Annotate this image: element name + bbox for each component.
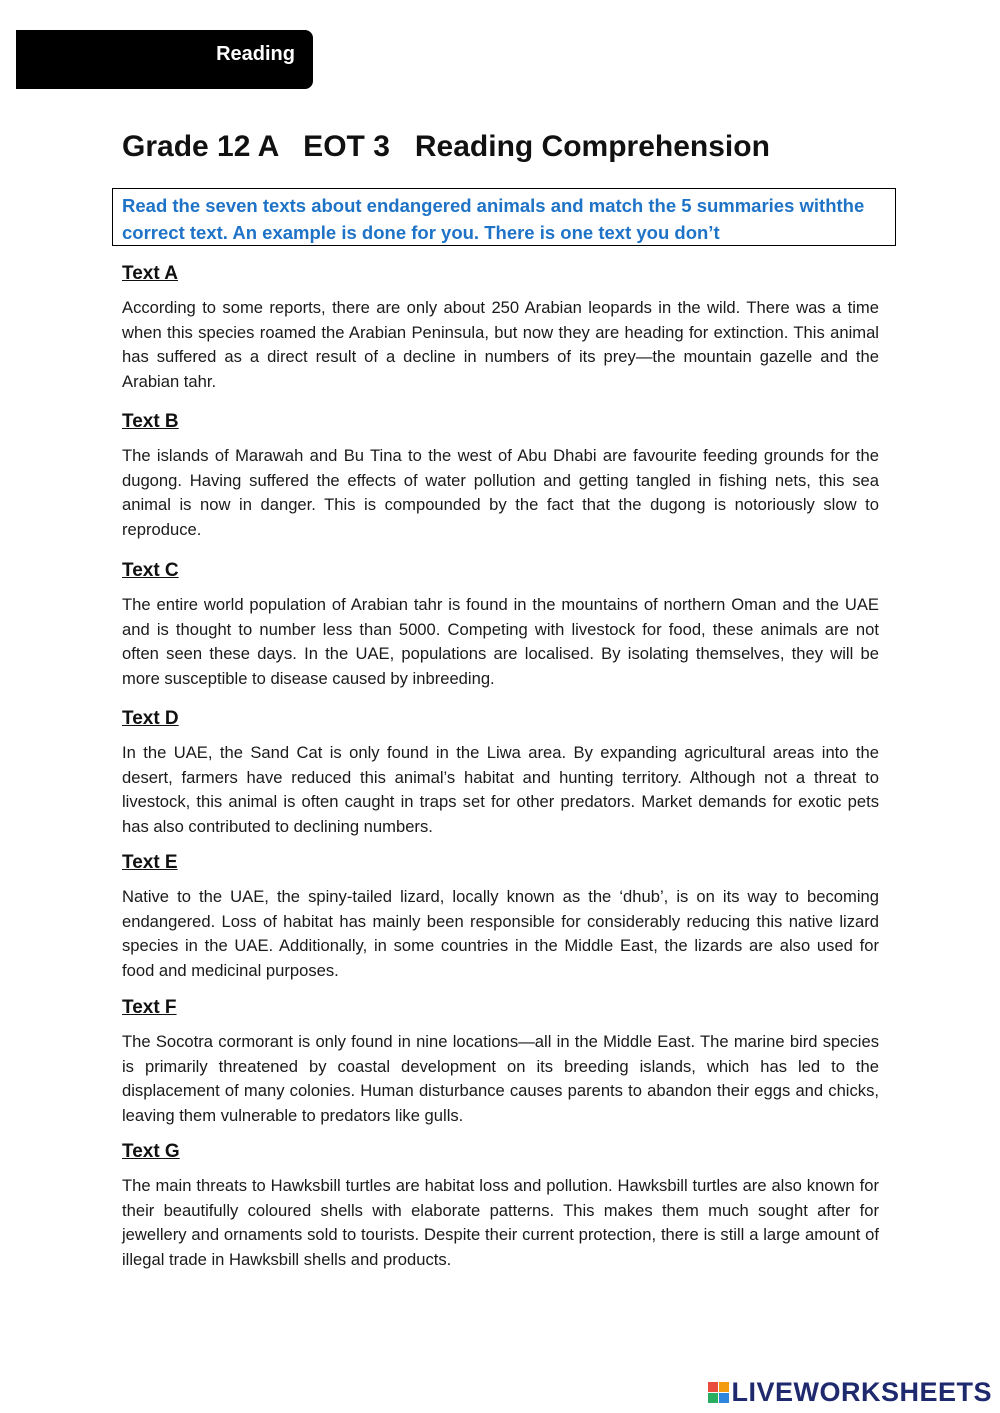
text-heading: Text D [122,708,179,729]
logo-badge-icon [708,1382,729,1403]
logo-badge-cell [708,1393,718,1403]
text-heading: Text C [122,560,179,581]
text-section-d [122,707,879,839]
text-body: The entire world population of Arabian tahr is found in the mountains of northern Oman and the UAE and is thought to number less than 5000. Competing with livestock for food, these animals are not often seen these days. In the UAE, populations are localised. By isolating themselves, they will be more susceptible to disease caused by inbreeding. [122,595,879,688]
text-section-g [122,1140,879,1272]
instruction-text: Read the seven texts about endangered animals and match the 5 summaries withthe correct text. An example is done for you. There is one text you don’t [122,195,865,243]
instruction-box [112,188,896,246]
text-section-c [122,559,879,691]
text-section-e [122,851,879,983]
logo-badge-cell [719,1382,729,1392]
logo-badge-cell [708,1382,718,1392]
text-body: The main threats to Hawksbill turtles are habitat loss and pollution. Hawksbill turtles are also known for their beautifully coloured shells with elaborate patterns. This makes them much sought after for jewellery and ornaments sold to tourists. Despite their current protection, there is still a large amount of illegal trade in Hawksbill shells and products. [122,1176,879,1269]
text-body: Native to the UAE, the spiny-tailed lizard, locally known as the ‘dhub’, is on its way to becoming endangered. Loss of habitat has mainly been responsible for considerably reducing this native lizard species in the UAE. Additionally, in some countries in the Middle East, the lizards are also used for food and medicinal purposes. [122,887,879,980]
logo-text: LIVEWORKSHEETS [731,1376,992,1407]
text-body: According to some reports, there are only about 250 Arabian leopards in the wild. There was a time when this species roamed the Arabian Peninsula, but now they are heading for extinction. This animal has suffered as a direct result of a decline in numbers of its prey—the mountain gazelle and the Arabian tahr. [122,298,879,391]
text-section-b [122,410,879,542]
page-title: Grade 12 A EOT 3 Reading Comprehension [122,130,770,163]
liveworksheets-logo[interactable] [708,1375,992,1409]
text-heading: Text A [122,263,178,284]
text-heading: Text B [122,411,179,432]
text-body: The islands of Marawah and Bu Tina to the west of Abu Dhabi are favourite feeding grounds for the dugong. Having suffered the effects of water pollution and getting tangled in fishing nets, this sea animal is now in danger. This is compounded by the fact that the dugong is notoriously slow to reproduce. [122,446,879,539]
section-tab-label: Reading [216,43,295,65]
section-tab [16,30,313,89]
logo-badge-cell [719,1393,729,1403]
text-heading: Text E [122,852,178,873]
text-heading: Text F [122,997,177,1018]
text-body: In the UAE, the Sand Cat is only found in the Liwa area. By expanding agricultural areas into the desert, farmers have reduced this animal’s habitat and hunting territory. Although not a threat to livestock, this animal is often caught in traps set for other predators. Market demands for exotic pets has also contributed to declining numbers. [122,743,879,836]
text-body: The Socotra cormorant is only found in nine locations—all in the Middle East. The marine bird species is primarily threatened by coastal development on its breeding islands, which has led to the displacement of many colonies. Human disturbance causes parents to abandon their eggs and chicks, leaving them vulnerable to predators like gulls. [122,1032,879,1125]
text-section-a [122,262,879,394]
text-section-f [122,996,879,1128]
text-heading: Text G [122,1141,180,1162]
